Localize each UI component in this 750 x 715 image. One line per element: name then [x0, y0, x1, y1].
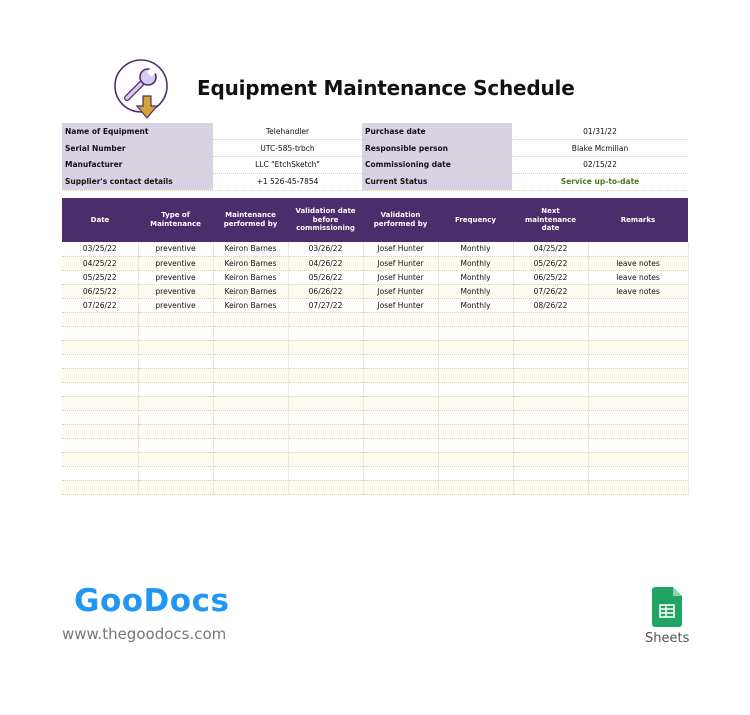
empty-row	[62, 424, 688, 438]
empty-row	[62, 466, 688, 480]
table-cell[interactable]: preventive	[138, 256, 213, 270]
empty-cell[interactable]	[588, 396, 688, 410]
empty-cell[interactable]	[62, 326, 138, 340]
info-label: Responsible person	[362, 140, 512, 157]
empty-cell[interactable]	[363, 466, 438, 480]
empty-cell[interactable]	[513, 354, 588, 368]
empty-cell[interactable]	[138, 452, 213, 466]
table-cell[interactable]: Josef Hunter	[363, 298, 438, 312]
empty-cell[interactable]	[588, 452, 688, 466]
empty-cell[interactable]	[213, 368, 288, 382]
table-cell[interactable]: 08/26/22	[513, 298, 588, 312]
table-row	[62, 298, 688, 312]
table-cell[interactable]: 06/25/22	[62, 284, 138, 298]
table-cell[interactable]: preventive	[138, 242, 213, 256]
table-cell[interactable]: 05/26/22	[513, 256, 588, 270]
empty-cell[interactable]	[213, 410, 288, 424]
empty-cell[interactable]	[288, 382, 363, 396]
maintenance-table	[62, 198, 689, 495]
empty-cell[interactable]	[288, 466, 363, 480]
wrench-maintenance-icon	[113, 58, 171, 122]
empty-cell[interactable]	[213, 480, 288, 494]
info-label: Current Status	[362, 173, 512, 190]
info-label: Name of Equipment	[62, 123, 213, 140]
empty-cell[interactable]	[588, 368, 688, 382]
empty-cell[interactable]	[438, 340, 513, 354]
table-cell[interactable]: preventive	[138, 270, 213, 284]
empty-cell[interactable]	[138, 466, 213, 480]
info-row	[62, 140, 688, 157]
table-row	[62, 284, 688, 298]
empty-cell[interactable]	[138, 480, 213, 494]
empty-cell[interactable]	[288, 396, 363, 410]
empty-cell[interactable]	[588, 382, 688, 396]
empty-cell[interactable]	[363, 480, 438, 494]
empty-cell[interactable]	[213, 340, 288, 354]
goodocs-logo: GooDocs	[74, 583, 230, 619]
table-cell[interactable]: leave notes	[588, 270, 688, 284]
column-header: Frequency	[438, 198, 513, 242]
empty-cell[interactable]	[438, 438, 513, 452]
table-cell[interactable]: Monthly	[438, 284, 513, 298]
empty-cell[interactable]	[588, 326, 688, 340]
info-value[interactable]: Telehandler	[213, 123, 362, 140]
empty-cell[interactable]	[513, 368, 588, 382]
table-cell[interactable]: leave notes	[588, 256, 688, 270]
info-label: Serial Number	[62, 140, 213, 157]
table-cell[interactable]: 04/25/22	[513, 242, 588, 256]
empty-cell[interactable]	[213, 466, 288, 480]
empty-cell[interactable]	[288, 438, 363, 452]
empty-cell[interactable]	[588, 354, 688, 368]
table-cell[interactable]: 06/25/22	[513, 270, 588, 284]
empty-cell[interactable]	[62, 354, 138, 368]
empty-cell[interactable]	[438, 326, 513, 340]
empty-cell[interactable]	[62, 466, 138, 480]
sheets-label: Sheets	[645, 631, 690, 646]
empty-cell[interactable]	[363, 312, 438, 326]
empty-cell[interactable]	[62, 396, 138, 410]
empty-cell[interactable]	[62, 480, 138, 494]
empty-cell[interactable]	[438, 424, 513, 438]
empty-cell[interactable]	[363, 396, 438, 410]
empty-cell[interactable]	[363, 424, 438, 438]
info-row	[62, 157, 688, 174]
info-label: Commissioning date	[362, 157, 512, 174]
empty-row	[62, 312, 688, 326]
empty-cell[interactable]	[513, 466, 588, 480]
empty-cell[interactable]	[288, 410, 363, 424]
empty-cell[interactable]	[363, 340, 438, 354]
info-row	[62, 173, 688, 190]
empty-cell[interactable]	[588, 312, 688, 326]
empty-cell[interactable]	[288, 480, 363, 494]
table-cell[interactable]: Keiron Barnes	[213, 270, 288, 284]
empty-cell[interactable]	[288, 354, 363, 368]
empty-cell[interactable]	[62, 410, 138, 424]
empty-cell[interactable]	[288, 368, 363, 382]
empty-row	[62, 410, 688, 424]
empty-cell[interactable]	[363, 326, 438, 340]
info-value[interactable]: 01/31/22	[512, 123, 688, 140]
table-cell[interactable]: Josef Hunter	[363, 284, 438, 298]
empty-cell[interactable]	[138, 312, 213, 326]
empty-cell[interactable]	[438, 382, 513, 396]
empty-cell[interactable]	[213, 438, 288, 452]
empty-cell[interactable]	[138, 410, 213, 424]
table-cell[interactable]: preventive	[138, 284, 213, 298]
table-cell[interactable]: 03/26/22	[288, 242, 363, 256]
column-header: Next maintenance date	[513, 198, 588, 242]
table-cell[interactable]: 05/25/22	[62, 270, 138, 284]
empty-cell[interactable]	[438, 480, 513, 494]
empty-cell[interactable]	[363, 354, 438, 368]
table-cell[interactable]: Josef Hunter	[363, 270, 438, 284]
table-cell[interactable]: Josef Hunter	[363, 256, 438, 270]
empty-cell[interactable]	[438, 396, 513, 410]
empty-row	[62, 326, 688, 340]
empty-cell[interactable]	[288, 424, 363, 438]
empty-row	[62, 438, 688, 452]
empty-cell[interactable]	[138, 326, 213, 340]
column-header: Date	[62, 198, 138, 242]
table-cell[interactable]: Monthly	[438, 242, 513, 256]
empty-cell[interactable]	[588, 438, 688, 452]
empty-cell[interactable]	[513, 480, 588, 494]
empty-cell[interactable]	[588, 340, 688, 354]
empty-cell[interactable]	[62, 382, 138, 396]
empty-cell[interactable]	[213, 424, 288, 438]
empty-cell[interactable]	[438, 354, 513, 368]
column-header: Validation date before commissioning	[288, 198, 363, 242]
empty-cell[interactable]	[363, 438, 438, 452]
table-cell[interactable]: Keiron Barnes	[213, 242, 288, 256]
empty-cell[interactable]	[363, 410, 438, 424]
empty-cell[interactable]	[513, 312, 588, 326]
empty-cell[interactable]	[62, 312, 138, 326]
empty-cell[interactable]	[138, 396, 213, 410]
table-cell[interactable]: preventive	[138, 298, 213, 312]
empty-cell[interactable]	[438, 368, 513, 382]
table-cell[interactable]: Josef Hunter	[363, 242, 438, 256]
table-cell[interactable]: 05/26/22	[288, 270, 363, 284]
empty-cell[interactable]	[438, 410, 513, 424]
empty-cell[interactable]	[513, 438, 588, 452]
column-header: Maintenance performed by	[213, 198, 288, 242]
empty-cell[interactable]	[438, 466, 513, 480]
empty-cell[interactable]	[213, 354, 288, 368]
empty-cell[interactable]	[363, 368, 438, 382]
table-cell[interactable]: 07/26/22	[513, 284, 588, 298]
empty-cell[interactable]	[62, 452, 138, 466]
table-cell[interactable]: 04/25/22	[62, 256, 138, 270]
table-cell[interactable]	[588, 242, 688, 256]
empty-cell[interactable]	[588, 466, 688, 480]
empty-cell[interactable]	[363, 452, 438, 466]
empty-cell[interactable]	[213, 326, 288, 340]
equipment-info-table	[62, 123, 688, 191]
empty-cell[interactable]	[138, 354, 213, 368]
website-url[interactable]: www.thegoodocs.com	[62, 625, 227, 643]
table-cell[interactable]: Monthly	[438, 270, 513, 284]
empty-row	[62, 354, 688, 368]
info-value[interactable]: UTC-585-trbch	[213, 140, 362, 157]
table-cell[interactable]: 07/27/22	[288, 298, 363, 312]
empty-cell[interactable]	[438, 312, 513, 326]
empty-cell[interactable]	[513, 382, 588, 396]
table-cell[interactable]: Monthly	[438, 298, 513, 312]
info-value[interactable]: 02/15/22	[512, 157, 688, 174]
empty-cell[interactable]	[213, 396, 288, 410]
table-row	[62, 270, 688, 284]
empty-cell[interactable]	[62, 368, 138, 382]
table-row	[62, 242, 688, 256]
column-header: Type of Maintenance	[138, 198, 213, 242]
info-row	[62, 123, 688, 140]
info-label: Supplier's contact details	[62, 173, 213, 190]
table-cell[interactable]: Monthly	[438, 256, 513, 270]
empty-row	[62, 340, 688, 354]
empty-cell[interactable]	[588, 410, 688, 424]
empty-cell[interactable]	[288, 326, 363, 340]
empty-cell[interactable]	[213, 312, 288, 326]
empty-row	[62, 382, 688, 396]
info-label: Purchase date	[362, 123, 512, 140]
empty-cell[interactable]	[288, 452, 363, 466]
table-cell[interactable]: Keiron Barnes	[213, 298, 288, 312]
empty-cell[interactable]	[588, 424, 688, 438]
page-title: Equipment Maintenance Schedule	[197, 76, 575, 100]
empty-cell[interactable]	[138, 340, 213, 354]
info-value[interactable]: Service up-to-date	[512, 173, 688, 190]
table-cell[interactable]: Keiron Barnes	[213, 284, 288, 298]
info-value[interactable]: +1 526-45-7854	[213, 173, 362, 190]
info-value[interactable]: LLC "EtchSketch"	[213, 157, 362, 174]
empty-cell[interactable]	[138, 368, 213, 382]
empty-cell[interactable]	[213, 382, 288, 396]
table-row	[62, 256, 688, 270]
empty-cell[interactable]	[62, 424, 138, 438]
empty-cell[interactable]	[363, 382, 438, 396]
table-cell[interactable]: leave notes	[588, 284, 688, 298]
empty-cell[interactable]	[288, 312, 363, 326]
empty-cell[interactable]	[62, 340, 138, 354]
column-header: Validation performed by	[363, 198, 438, 242]
empty-cell[interactable]	[513, 396, 588, 410]
empty-row	[62, 480, 688, 494]
column-header: Remarks	[588, 198, 688, 242]
empty-row	[62, 396, 688, 410]
empty-cell[interactable]	[513, 326, 588, 340]
empty-row	[62, 368, 688, 382]
empty-cell[interactable]	[138, 424, 213, 438]
empty-cell[interactable]	[588, 480, 688, 494]
empty-cell[interactable]	[513, 340, 588, 354]
table-cell[interactable]: 07/26/22	[62, 298, 138, 312]
empty-cell[interactable]	[213, 452, 288, 466]
empty-cell[interactable]	[288, 340, 363, 354]
table-cell[interactable]: Keiron Barnes	[213, 256, 288, 270]
table-cell[interactable]: 04/26/22	[288, 256, 363, 270]
google-sheets-icon	[652, 587, 682, 627]
empty-row	[62, 452, 688, 466]
info-value[interactable]: Blake Mcmillan	[512, 140, 688, 157]
empty-cell[interactable]	[138, 438, 213, 452]
info-label: Manufacturer	[62, 157, 213, 174]
table-cell[interactable]: 06/26/22	[288, 284, 363, 298]
empty-cell[interactable]	[513, 410, 588, 424]
empty-cell[interactable]	[62, 438, 138, 452]
empty-cell[interactable]	[138, 382, 213, 396]
empty-cell[interactable]	[513, 452, 588, 466]
table-cell[interactable]: 03/25/22	[62, 242, 138, 256]
table-cell[interactable]	[588, 298, 688, 312]
empty-cell[interactable]	[438, 452, 513, 466]
empty-cell[interactable]	[513, 424, 588, 438]
